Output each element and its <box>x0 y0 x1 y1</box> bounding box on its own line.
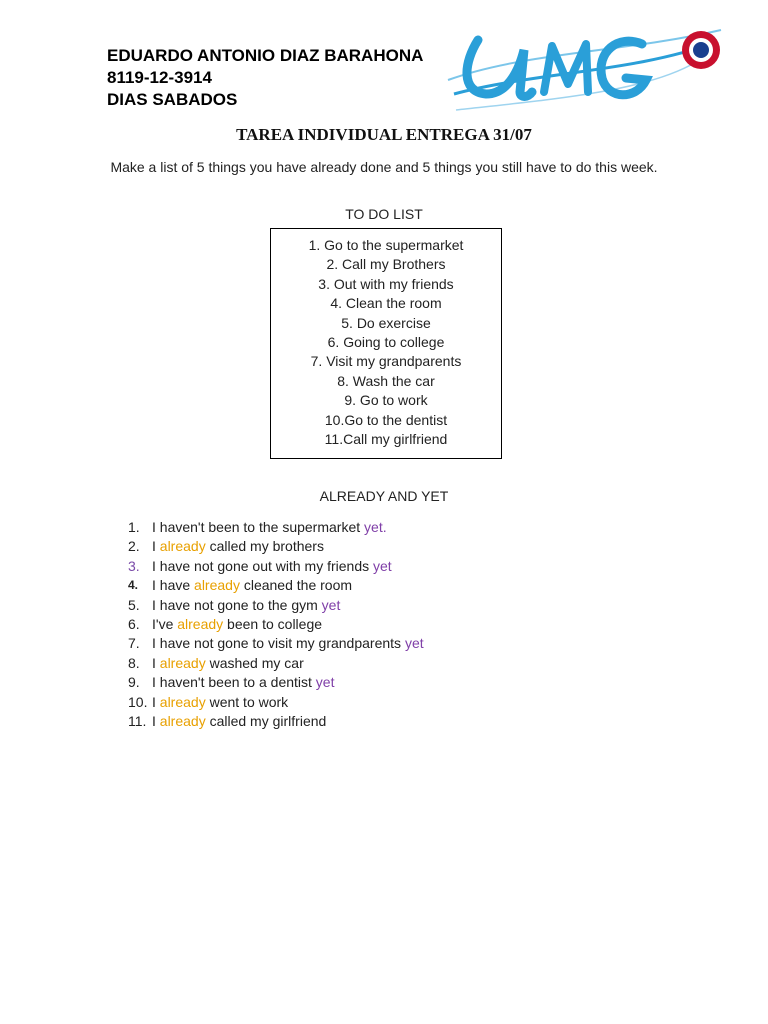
sentence-number: 6. <box>128 616 140 633</box>
sentence-item <box>128 518 424 537</box>
todo-item: 3. Out with my friends <box>318 275 454 292</box>
todo-list-box <box>270 228 502 459</box>
sentence-text: been to college <box>223 616 323 633</box>
student-name: EDUARDO ANTONIO DIAZ BARAHONA <box>107 46 424 65</box>
yet-word: yet <box>315 674 335 691</box>
sentence-number: 2. <box>128 538 140 555</box>
sentence-text: I haven't been to the supermarket <box>152 519 365 535</box>
sentence-item <box>128 673 424 692</box>
todo-item: 9. Go to work <box>344 392 428 409</box>
sentence-number: 7. <box>128 635 140 652</box>
todo-list <box>271 229 501 449</box>
sentence-text: I <box>152 713 160 730</box>
sentence-text: I <box>152 538 160 555</box>
already-word: already <box>159 538 206 555</box>
student-id: 8119-12-3914 <box>107 68 212 87</box>
sentence-text: went to work <box>205 693 289 710</box>
yet-word: yet <box>373 557 392 574</box>
sentence-text: I <box>152 693 160 710</box>
todo-item: 11.Call my girlfriend <box>324 431 448 448</box>
sentence-item <box>128 615 424 634</box>
todo-item: 1. Go to the supermarket <box>308 237 464 253</box>
sentence-text: cleaned the room <box>239 577 353 594</box>
already-yet-heading: ALREADY AND YET <box>319 488 449 504</box>
sentence-number: 10. <box>128 693 148 710</box>
sentence-item <box>128 596 424 615</box>
sentence-item <box>128 537 424 556</box>
yet-word: yet. <box>364 519 387 535</box>
sentence-number: 1. <box>128 519 140 535</box>
sentence-number: 9. <box>128 674 140 691</box>
sentence-text: I have not gone to the gym <box>152 596 322 613</box>
sentence-text: I haven't been to a dentist <box>152 674 316 691</box>
todo-item: 10.Go to the dentist <box>324 411 448 428</box>
sentence-number: 11. <box>128 713 147 730</box>
sentence-number: 8. <box>128 654 140 671</box>
todo-item: 4. Clean the room <box>330 295 442 312</box>
sentence-text: called my brothers <box>205 538 324 555</box>
page-title: TAREA INDIVIDUAL ENTREGA 31/07 <box>236 125 532 144</box>
todo-item: 6. Going to college <box>327 334 445 351</box>
already-yet-list <box>128 518 424 731</box>
umg-logo <box>446 22 726 122</box>
sentence-text: called my girlfriend <box>205 713 327 730</box>
sentence-number: 4. <box>128 578 139 593</box>
already-word: already <box>159 713 206 730</box>
sentence-item <box>128 693 424 712</box>
already-word: already <box>159 654 206 671</box>
sentence-text: I have not gone to visit my grandparents <box>152 635 405 652</box>
student-schedule: DIAS SABADOS <box>107 90 238 109</box>
sentence-item <box>128 634 424 653</box>
sentence-text: I've <box>152 616 178 633</box>
yet-word: yet <box>321 596 341 613</box>
sentence-item <box>128 557 424 576</box>
student-header <box>107 45 423 111</box>
sentence-item <box>128 654 424 673</box>
sentence-item <box>128 576 424 595</box>
already-word: already <box>194 577 240 594</box>
sentence-text: I have <box>152 577 195 594</box>
yet-word: yet <box>404 635 424 652</box>
todo-item: 8. Wash the car <box>337 372 435 389</box>
sentence-number: 3. <box>128 557 140 574</box>
already-word: already <box>177 616 224 633</box>
sentence-text: I have not gone out with my friends <box>152 557 374 574</box>
todo-item: 2. Call my Brothers <box>326 256 446 273</box>
sentence-text: washed my car <box>205 654 304 671</box>
sentence-number: 5. <box>128 596 140 613</box>
already-word: already <box>159 693 206 710</box>
instructions: Make a list of 5 things you have already done and 5 things you still have to do this week. <box>110 159 658 175</box>
todo-heading: TO DO LIST <box>345 206 423 222</box>
todo-item: 5. Do exercise <box>341 314 431 331</box>
sentence-item <box>128 712 424 731</box>
sentence-text: I <box>152 654 160 671</box>
todo-item: 7. Visit my grandparents <box>310 353 462 370</box>
